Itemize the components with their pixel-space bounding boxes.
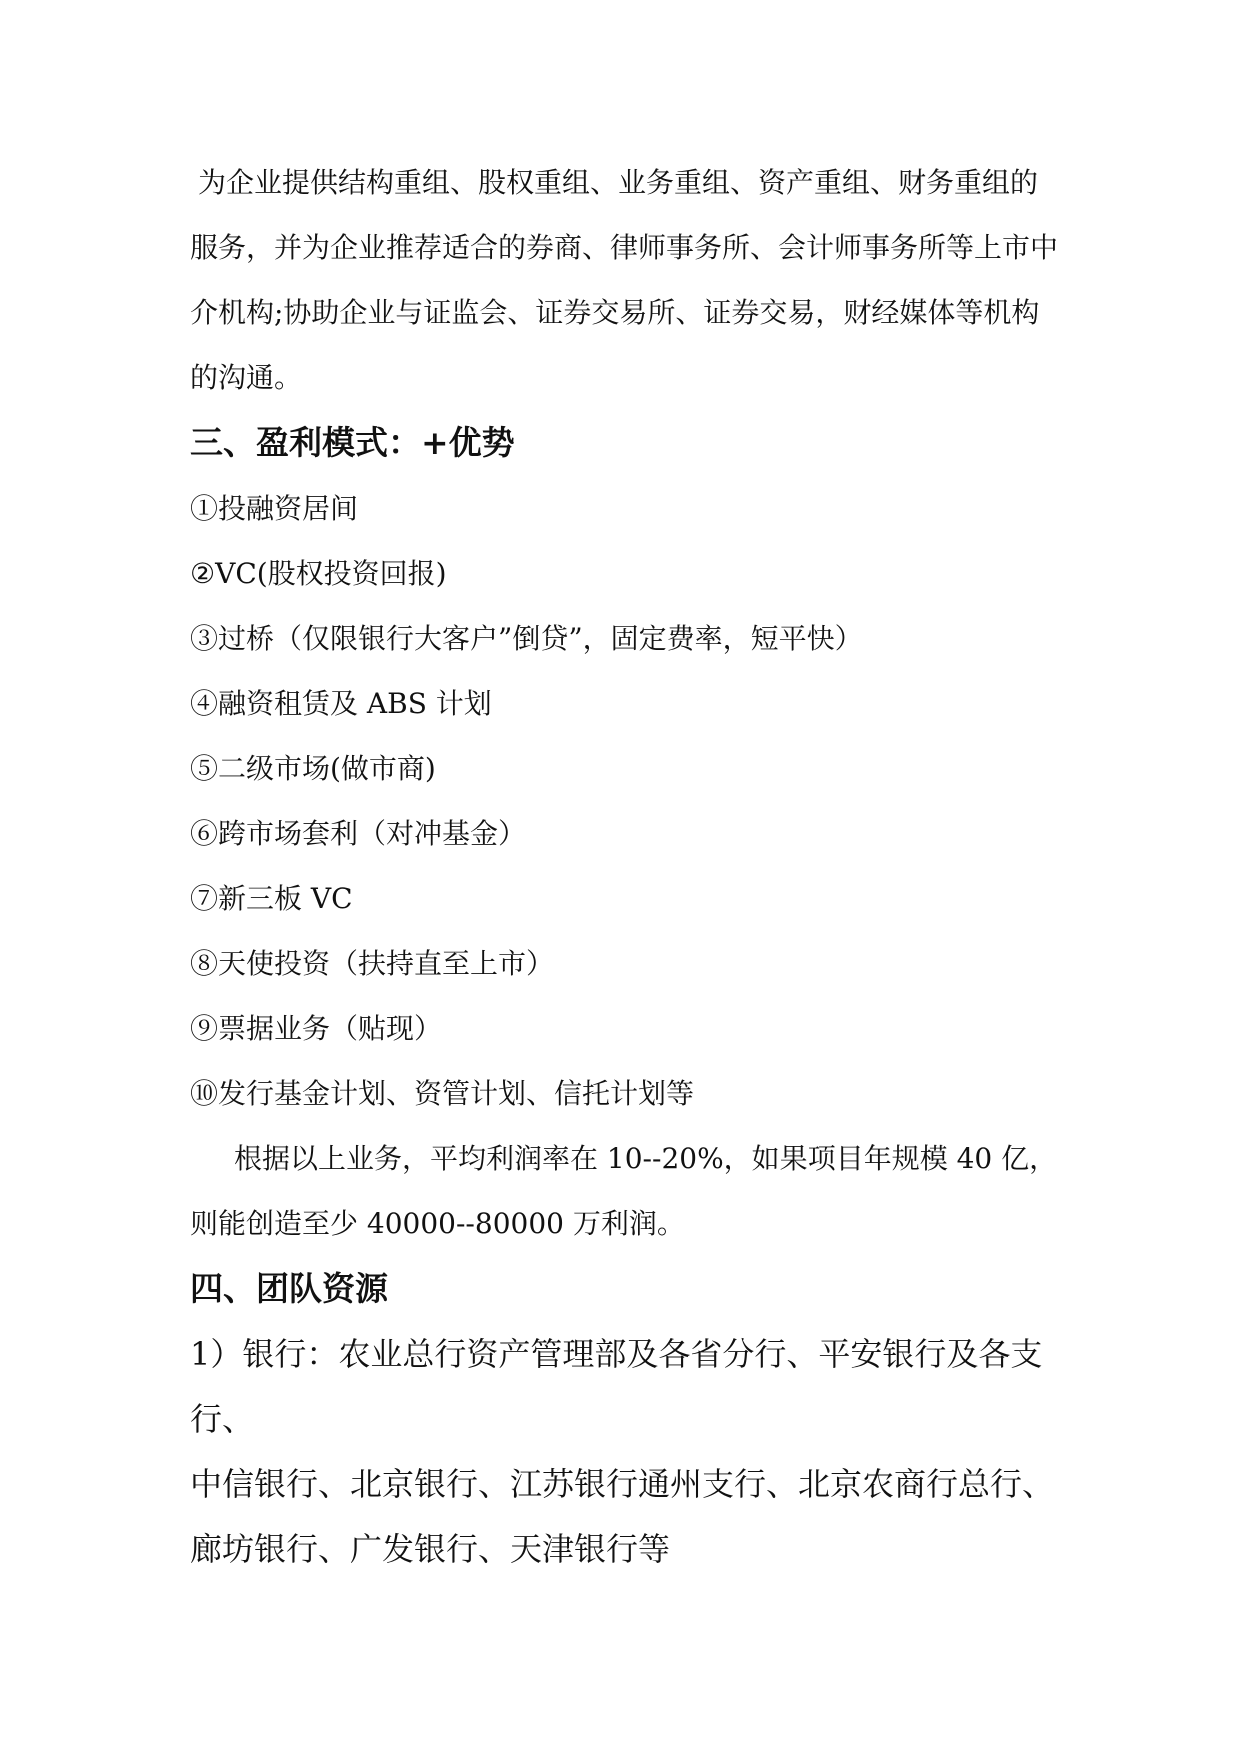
section-two-paragraph: 为企业提供结构重组、股权重组、业务重组、资产重组、财务重组的服务，并为企业推荐适合的券商、律师事务所、会计师事务所等上市中介机构;协助企业与证监会、证券交易所、证券交易，财经媒体等机构的沟通。 [190, 166, 1059, 394]
list-item: ②VC(股权投资回报) [190, 557, 447, 590]
list-item: ⑥跨市场套利（对冲基金） [190, 817, 527, 850]
bank-resources-line: 中信银行、北京银行、江苏银行通州支行、北京农商行总行、廊坊银行、广发银行、天津银行等 [190, 1465, 1055, 1568]
bank-resources-line: 1）银行：农业总行资产管理部及各省分行、平安银行及各支行、 [190, 1335, 1043, 1438]
list-item: ⑧天使投资（扶持直至上市） [190, 947, 555, 980]
profit-summary-paragraph: 根据以上业务，平均利润率在 10--20%，如果项目年规模 40 亿，则能创造至少 40000--80000 万利润。 [190, 1142, 1058, 1240]
section-four-heading: 四、团队资源 [190, 1269, 388, 1308]
section-three-heading: 三、盈利模式：+优势 [190, 423, 515, 462]
list-item: ③过桥（仅限银行大客户”倒贷”，固定费率，短平快） [190, 622, 863, 655]
list-item: ⑤二级市场(做市商) [190, 752, 436, 785]
list-item: ④融资租赁及 ABS 计划 [190, 687, 492, 720]
list-item: ⑩发行基金计划、资管计划、信托计划等 [190, 1077, 695, 1110]
list-item: ①投融资居间 [190, 492, 359, 525]
list-item: ⑦新三板 VC [190, 882, 353, 915]
profit-model-list [190, 476, 1060, 1126]
list-item: ⑨票据业务（贴现） [190, 1012, 443, 1045]
document-page [190, 150, 1060, 1582]
